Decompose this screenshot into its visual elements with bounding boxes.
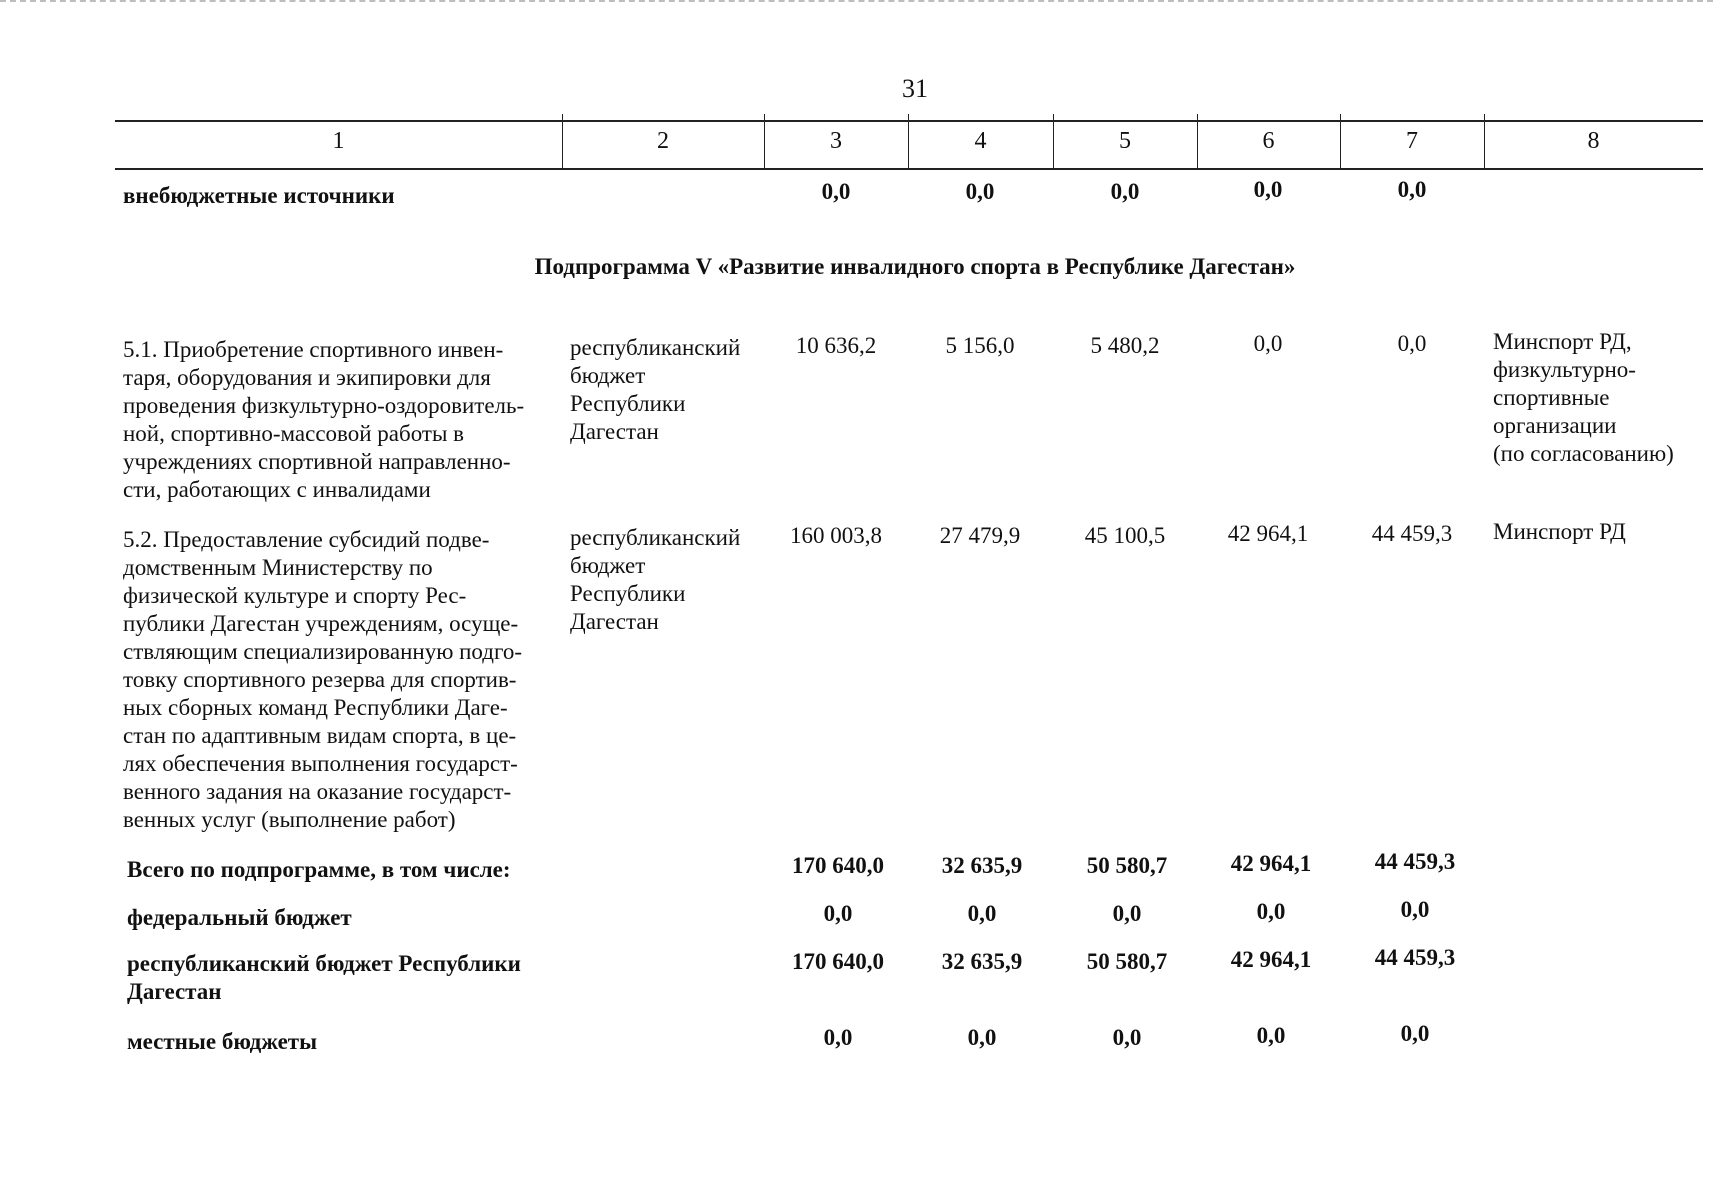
total-value: 170 640,0: [792, 853, 884, 878]
responsible-party: Минспорт РД: [1493, 519, 1626, 544]
header-top-rule: [115, 120, 1703, 122]
row-value: 0,0: [1253, 331, 1283, 356]
republic-budget-label: республиканский бюджет Республики Дагестан: [127, 951, 521, 1004]
row-value: 10 636,2: [795, 333, 877, 358]
header-col-3: 3: [830, 128, 842, 154]
offbudget-value: 0,0: [821, 179, 851, 204]
federal-budget-value: 0,0: [1256, 899, 1286, 924]
row-value: 5 480,2: [1090, 333, 1160, 358]
total-label: Всего по подпрограмме, в том числе:: [127, 857, 511, 882]
header-col-6: 6: [1262, 128, 1275, 154]
local-budget-label: местные бюджеты: [127, 1029, 318, 1054]
offbudget-value: 0,0: [1110, 179, 1140, 204]
republic-budget-value: 170 640,0: [792, 949, 884, 974]
offbudget-label: внебюджетные источники: [123, 183, 395, 208]
republic-budget-value: 42 964,1: [1230, 947, 1312, 972]
row-value: 0,0: [1397, 331, 1427, 356]
row-description: 5.1. Приобретение спортивного инвен- таря, оборудования и экипировки для проведения физкультурно-оздоровитель- ной, спортивно-массовой работы в учреждениях спортивной направленно- сти, работающих с инвалидами: [123, 337, 525, 502]
federal-budget-value: 0,0: [967, 901, 997, 926]
local-budget-value: 0,0: [1256, 1023, 1286, 1048]
federal-budget-value: 0,0: [1400, 897, 1430, 922]
offbudget-value: 0,0: [1397, 177, 1427, 202]
funding-source: республиканский бюджет Республики Дагестан: [570, 525, 741, 634]
row-value: 45 100,5: [1084, 523, 1166, 548]
republic-budget-value: 32 635,9: [941, 949, 1023, 974]
local-budget-value: 0,0: [967, 1025, 997, 1050]
row-value: 5 156,0: [945, 333, 1015, 358]
local-budget-value: 0,0: [1112, 1025, 1142, 1050]
total-value: 50 580,7: [1086, 853, 1168, 878]
total-value: 32 635,9: [941, 853, 1023, 878]
header-col-5: 5: [1119, 128, 1131, 154]
section-title: Подпрограмма V «Развитие инвалидного спорта в Республике Дагестан»: [534, 254, 1296, 279]
header-bottom-rule: [115, 168, 1703, 170]
header-col-7: 7: [1406, 128, 1418, 154]
federal-budget-label: федеральный бюджет: [127, 905, 352, 930]
offbudget-value: 0,0: [1253, 177, 1283, 202]
responsible-party: Минспорт РД, физкультурно- спортивные организации (по согласованию): [1493, 329, 1674, 466]
federal-budget-value: 0,0: [1112, 901, 1142, 926]
federal-budget-value: 0,0: [823, 901, 853, 926]
funding-source: республиканский бюджет Республики Дагестан: [570, 335, 741, 444]
header-col-2: 2: [657, 128, 669, 154]
header-col-4: 4: [974, 128, 987, 154]
row-value: 160 003,8: [790, 523, 882, 548]
republic-budget-value: 44 459,3: [1374, 945, 1456, 970]
local-budget-value: 0,0: [823, 1025, 853, 1050]
header-col-1: 1: [332, 128, 345, 154]
page-number: 31: [902, 74, 928, 103]
republic-budget-value: 50 580,7: [1086, 949, 1168, 974]
row-description: 5.2. Предоставление субсидий подве- домственным Министерству по физической культуре и спорту Рес- публики Дагестан учреждениям, осуще- ствляющим специализированную подго- товку спортивного резерва для спортив- ных сборных команд Республики Даге- стан по адаптивным видам спорта, в це- лях обеспечения выполнения государст- венного задания на оказание государст- венных услуг (выполнение работ): [123, 527, 522, 832]
offbudget-value: 0,0: [965, 179, 995, 204]
total-value: 42 964,1: [1230, 851, 1312, 876]
row-value: 44 459,3: [1371, 521, 1453, 546]
row-value: 42 964,1: [1227, 521, 1309, 546]
row-value: 27 479,9: [939, 523, 1021, 548]
scan-artifact: [0, 0, 1713, 20]
header-col-8: 8: [1587, 128, 1600, 154]
total-value: 44 459,3: [1374, 849, 1456, 874]
local-budget-value: 0,0: [1400, 1021, 1430, 1046]
